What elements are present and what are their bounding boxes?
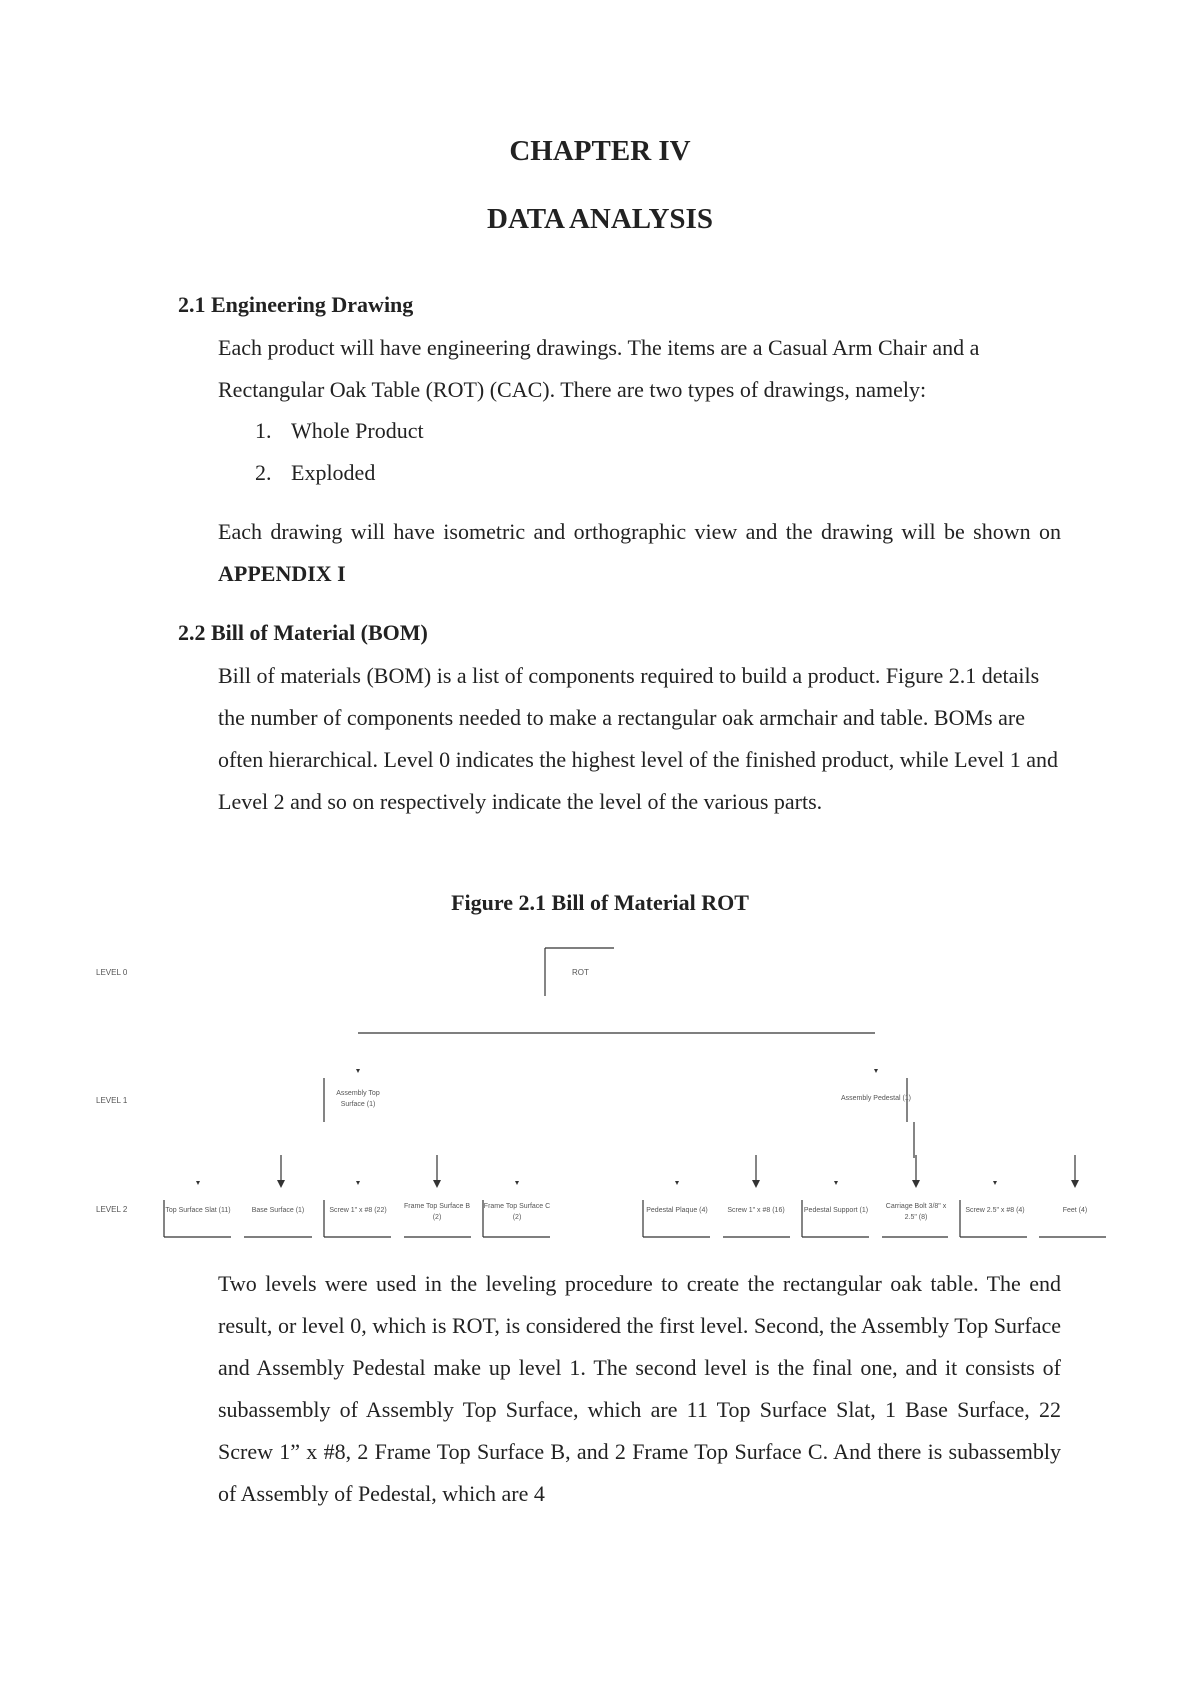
bom-level2-node-label: Screw 1" x #8 (16) — [727, 1207, 785, 1214]
bom-level1-node-label: Assembly Top — [336, 1090, 380, 1097]
bom-level2-node-label: Top Surface Slat (11) — [165, 1207, 231, 1214]
bom-level2-node-label: Screw 2.5" x #8 (4) — [965, 1207, 1025, 1214]
list-item-number: 2. — [255, 460, 272, 485]
list-item-text: Whole Product — [291, 418, 424, 443]
figure-caption: Figure 2.1 Bill of Material ROT — [451, 890, 749, 915]
bom-explanation-paragraph: Two levels were used in the leveling procedure to create the rectangular oak table. The end result, or level 0, which is ROT, is considered the first level. Second, the Assembly Top Surface and Assembly Pedestal make up level 1. The second level is the final one, and it consists of subassembly of Assembly Top Surface, which are 11 Top Surface Slat, 1 Base Surface, 22 Screw 1” x #8, 2 Frame Top Surface B, and 2 Frame Top Surface C. And there is subassembly of Assembly of Pedestal, which are 4 — [218, 1271, 1061, 1506]
bom-level2-node-label: Carriage Bolt 3/8" x — [885, 1203, 947, 1210]
bom-level2-node-label: Base Surface (1) — [251, 1207, 305, 1214]
appendix-note-text: Each drawing will have isometric and orthographic view and the drawing will be shown on — [218, 519, 1061, 544]
bom-level2-node-label: Frame Top Surface B — [403, 1203, 471, 1210]
level-0-label: LEVEL 0 — [96, 968, 128, 977]
appendix-reference: APPENDIX I — [218, 561, 346, 586]
bom-level2-node-label: Feet (4) — [1062, 1207, 1088, 1214]
list-item-number: 1. — [255, 418, 272, 443]
bom-level1-node-label: Surface (1) — [340, 1101, 376, 1108]
bom-level2-node-label: Frame Top Surface C — [483, 1203, 551, 1210]
bom-level1-node-label: Assembly Pedestal (1) — [840, 1095, 912, 1102]
bom-description-paragraph: Bill of materials (BOM) is a list of components required to build a product. Figure 2.1 details the number of components needed to make a rectangular oak armchair and table. BOMs are often hierarchical. Level 0 indicates the highest level of the finished product, while Level 1 and Level 2 and so on respectively indicate the level of the various parts. — [218, 663, 1058, 814]
list-item — [255, 418, 424, 444]
bom-root-node: ROT — [572, 968, 589, 977]
bom-level2-node-label: Pedestal Support (1) — [803, 1207, 869, 1214]
bom-level2-node-label: Pedestal Plaque (4) — [646, 1207, 708, 1214]
level-1-label: LEVEL 1 — [96, 1096, 128, 1105]
level-2-label: LEVEL 2 — [96, 1205, 128, 1214]
bom-level2-node-label: Screw 1" x #8 (22) — [329, 1207, 387, 1214]
bom-level2-node-label: (2) — [512, 1214, 522, 1221]
bom-level2-node-label: 2.5" (8) — [904, 1214, 928, 1221]
section-heading-bom: 2.2 Bill of Material (BOM) — [178, 620, 428, 645]
list-item-text: Exploded — [291, 460, 376, 485]
section-heading-engineering-drawing: 2.1 Engineering Drawing — [178, 292, 414, 317]
chapter-subtitle: DATA ANALYSIS — [487, 203, 713, 235]
bom-tree-diagram — [0, 930, 1200, 1260]
bom-level2-node-label: (2) — [432, 1214, 442, 1221]
list-item — [255, 460, 375, 486]
section-intro-paragraph: Each product will have engineering drawings. The items are a Casual Arm Chair and a Rectangular Oak Table (ROT) (CAC). There are two types of drawings, namely: — [218, 335, 980, 402]
chapter-title: CHAPTER IV — [509, 135, 691, 167]
appendix-note-paragraph — [218, 511, 1061, 595]
